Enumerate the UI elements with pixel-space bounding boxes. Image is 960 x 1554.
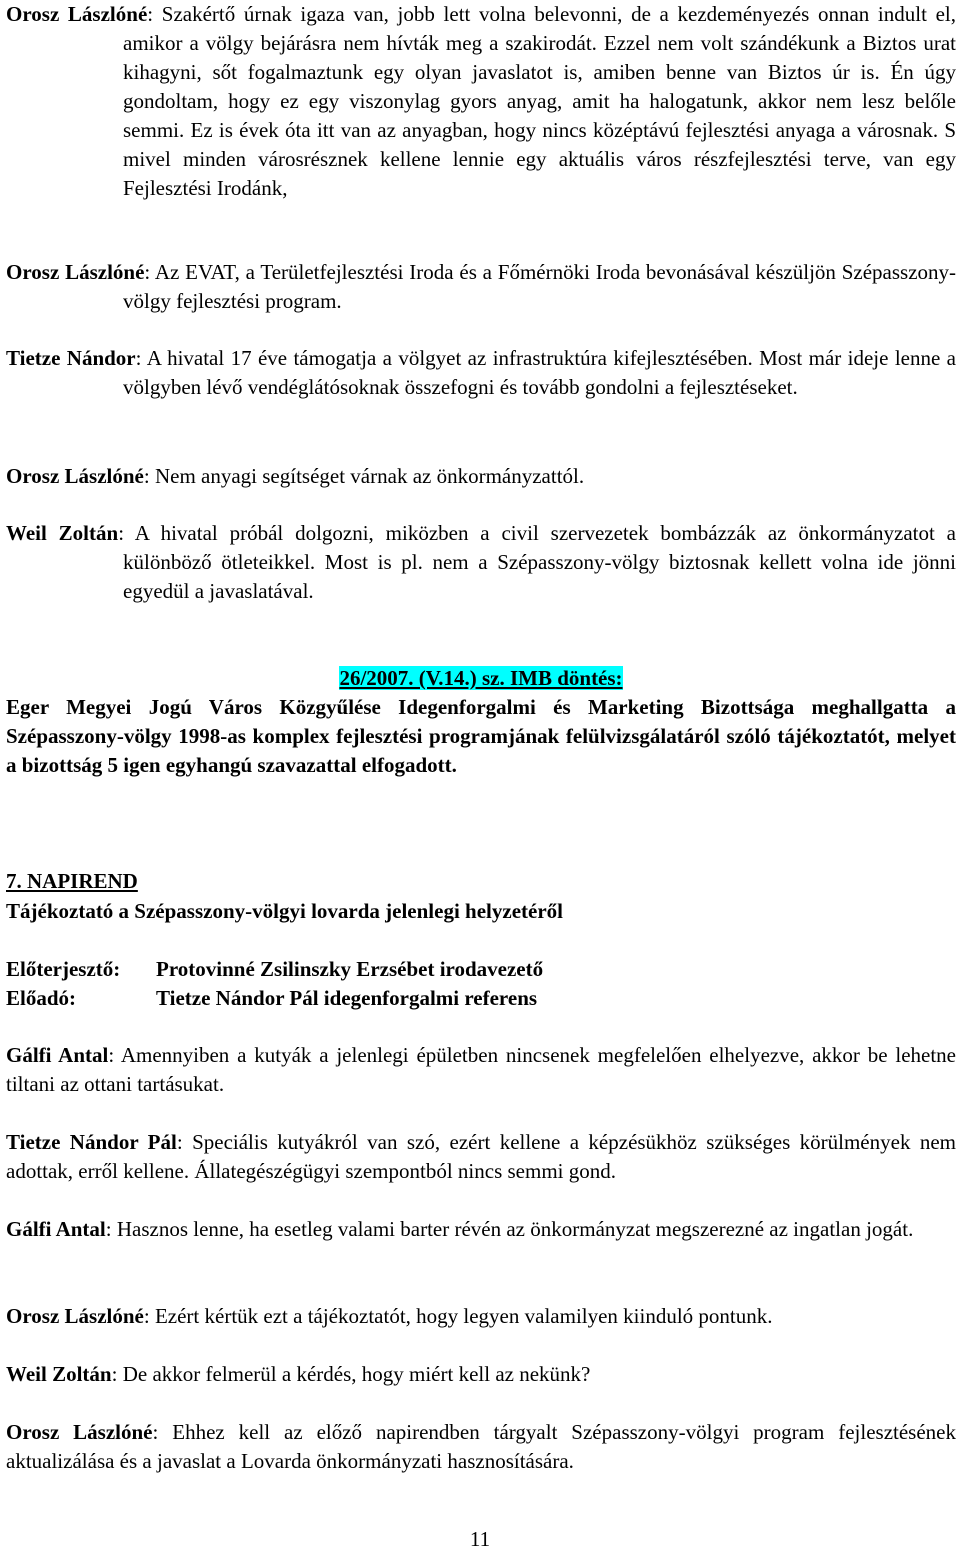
speaker-name: Tietze Nándor Pál: [6, 1130, 177, 1154]
decision-text: Eger Megyei Jogú Város Közgyűlése Idegenforgalmi és Marketing Bizottsága meghallgatta a Szépasszony-völgy 1998-as komplex fejlesztési programjának felülvizsgálatáról szóló tájékoztatót, melyet a bizottság 5 igen egyhangú szavazattal elfogadott.: [6, 695, 956, 777]
speaker-name: Weil Zoltán: [6, 1362, 112, 1386]
submitter-label: Előterjesztő:: [6, 957, 121, 981]
presenter-row: [6, 984, 537, 1013]
paragraph-text: De akkor felmerül a kérdés, hogy miért kell az nekünk?: [122, 1362, 591, 1386]
speaker-name: Gálfi Antal: [6, 1043, 109, 1067]
minutes-paragraph: Tietze Nándor Pál: Speciális kutyákról van szó, ezért kellene a képzésükhöz szükséges körülmények nem adottak, erről kellene. Állategészégügyi szempontból nincs semmi gond.: [6, 1130, 956, 1183]
minutes-paragraph: Orosz Lászlóné: Szakértő úrnak igaza van, jobb lett volna belevonni, de a kezdeményezés onnan indult el, amikor a völgy bejárásra nem hívták meg a szakirodát. Ezzel nem volt szándékunk a Biztos urat kihagyni, sőt fogalmaztunk egy olyan javaslatot is, amiben benne van Biztos úr is. Én úgy gondoltam, hogy ez egy viszonylag gyors anyag, amit ha halogatunk, akkor nem lesz belőle semmi. Ez is évek óta itt van az anyagban, hogy nincs középtávú fejlesztési anyaga a városnak. S mivel minden városrésznek kellene lennie egy aktuális város részfejlesztési terve, van egy Fejlesztési Irodánk,: [6, 2, 956, 200]
minutes-paragraph: Orosz Lászlóné: Ehhez kell az előző napirendben tárgyalt Szépasszony-völgyi program fejlesztésének aktualizálása és a javaslat a Lovarda önkormányzati hasznosítására.: [6, 1420, 956, 1473]
decision-number: [6, 664, 956, 693]
speaker-name: Orosz Lászlóné: [6, 1304, 144, 1328]
minutes-paragraph: Gálfi Antal: Amennyiben a kutyák a jelenlegi épületben nincsenek megfelelően elhelyezve, akkor be lehetne tiltani az ottani tartásukat.: [6, 1043, 956, 1096]
decision-number-text: 26/2007. (V.14.) sz. IMB döntés:: [339, 666, 623, 690]
speaker-name: Orosz Lászlóné: [6, 1420, 153, 1444]
minutes-paragraph: Orosz Lászlóné: Az EVAT, a Területfejlesztési Iroda és a Főmérnöki Iroda bevonásával készüljön Szépasszony-völgy fejlesztési program.: [6, 260, 957, 313]
agenda-heading: [6, 867, 956, 896]
paragraph-text: Speciális kutyákról van szó, ezért kellene a képzésükhöz szükséges körülmények nem adottak, erről kellene. Állategészégügyi szempontból nincs semmi gond.: [6, 1130, 956, 1183]
paragraph-text: Nem anyagi segítséget várnak az önkormányzattól.: [154, 464, 585, 488]
speaker-name: Orosz Lászlóné: [6, 260, 145, 284]
minutes-paragraph: Tietze Nándor: A hivatal 17 éve támogatja a völgyet az infrastruktúra kifejlesztésében. Most már ideje lenne a völgyben lévő vendéglátósoknak összefogni és tovább gondolni a fejlesztéseket.: [6, 346, 956, 399]
minutes-paragraph: Gálfi Antal: Hasznos lenne, ha esetleg valami barter révén az önkormányzat megszerezné az ingatlan jogát.: [6, 1217, 914, 1241]
minutes-paragraph: Weil Zoltán: A hivatal próbál dolgozni, miközben a civil szervezetek bombázzák az önkormányzatot a különböző ötleteikkel. Most is pl. nem a Szépasszony-völgy biztosnak kellett volna ide jönni egyedül a javaslatával.: [6, 521, 956, 603]
paragraph-text: A hivatal próbál dolgozni, miközben a civil szervezetek bombázzák az önkormányzatot a különböző ötleteikkel. Most is pl. nem a Szépasszony-völgy biztosnak kellett volna ide jönni egyedül a javaslatával.: [123, 521, 956, 603]
minutes-paragraph: Orosz Lászlóné: Nem anyagi segítséget várnak az önkormányzattól.: [6, 464, 585, 488]
speaker-name: Orosz Lászlóné: [6, 464, 144, 488]
submitter-name: Protovinné Zsilinszky Erzsébet irodavezető: [156, 957, 544, 981]
paragraph-text: Szakértő úrnak igaza van, jobb lett volna belevonni, de a kezdeményezés onnan indult el, amikor a völgy bejárásra nem hívták meg a szakirodát. Ezzel nem volt szándékunk a Biztos urat kihagyni, sőt fogalmaztunk egy olyan javaslatot is, amiben benne van Biztos úr is. Én úgy gondoltam, hogy ez egy viszonylag gyors anyag, amit ha halogatunk, akkor nem lesz belőle semmi. Ez is évek óta itt van az anyagban, hogy nincs középtávú fejlesztési anyaga a városnak. S mivel minden városrésznek kellene lennie egy aktuális város részfejlesztési terve, van egy Fejlesztési Irodánk,: [123, 2, 956, 200]
paragraph-text: Amennyiben a kutyák a jelenlegi épületben nincsenek megfelelően elhelyezve, akkor be lehetne tiltani az ottani tartásukat.: [6, 1043, 956, 1096]
presenter-label: Előadó:: [6, 986, 77, 1010]
paragraph-text: A hivatal 17 éve támogatja a völgyet az infrastruktúra kifejlesztésében. Most már ideje lenne a völgyben lévő vendéglátósoknak összefogni és tovább gondolni a fejlesztéseket.: [123, 346, 956, 399]
minutes-paragraph: Orosz Lászlóné: Ezért kértük ezt a tájékoztatót, hogy legyen valamilyen kiinduló pontunk.: [6, 1304, 773, 1328]
presenter-name: Tietze Nándor Pál idegenforgalmi referens: [156, 986, 538, 1010]
agenda-title: Tájékoztató a Szépasszony-völgyi lovarda jelenlegi helyzetéről: [6, 899, 563, 923]
paragraph-text: Hasznos lenne, ha esetleg valami barter révén az önkormányzat megszerezné az ingatlan jogát.: [116, 1217, 914, 1241]
page-number: 11: [469, 1527, 491, 1551]
speaker-name: Tietze Nándor: [6, 346, 136, 370]
speaker-name: Weil Zoltán: [6, 521, 119, 545]
minutes-paragraph: Weil Zoltán: De akkor felmerül a kérdés, hogy miért kell az nekünk?: [6, 1362, 591, 1386]
paragraph-text: Ezért kértük ezt a tájékoztatót, hogy legyen valamilyen kiinduló pontunk.: [154, 1304, 773, 1328]
paragraph-text: Ehhez kell az előző napirendben tárgyalt Szépasszony-völgyi program fejlesztésének aktualizálása és a javaslat a Lovarda önkormányzati hasznosítására.: [6, 1420, 956, 1473]
submitter-row: [6, 955, 543, 984]
speaker-name: Gálfi Antal: [6, 1217, 106, 1241]
speaker-name: Orosz Lászlóné: [6, 2, 148, 26]
paragraph-text: Az EVAT, a Területfejlesztési Iroda és a Főmérnöki Iroda bevonásával készüljön Szépasszony-völgy fejlesztési program.: [123, 260, 957, 313]
agenda-heading-text: 7. NAPIREND: [6, 869, 138, 893]
